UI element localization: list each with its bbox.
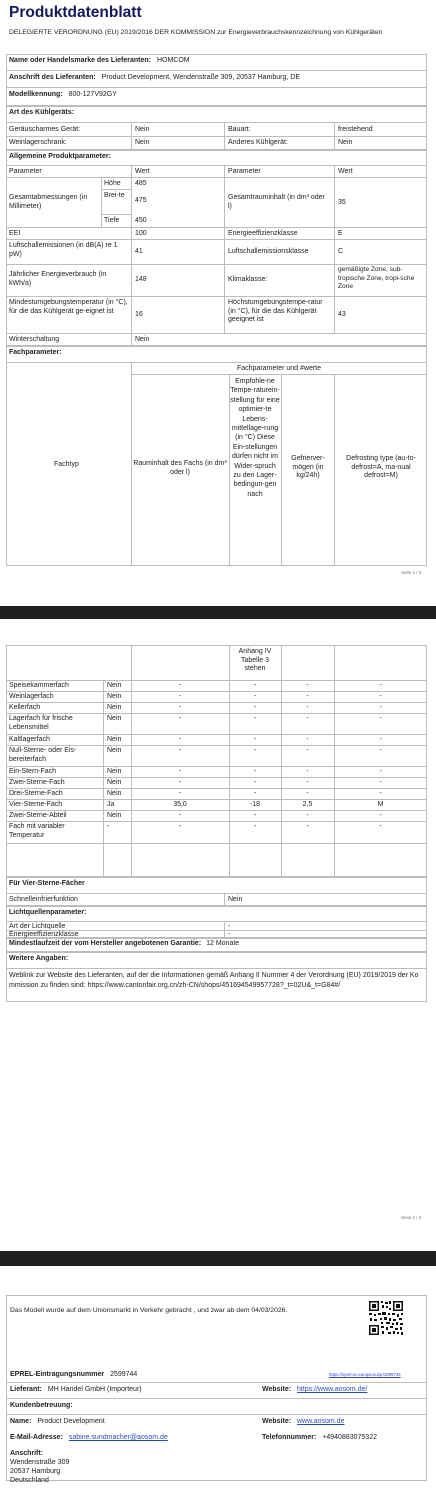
divider [6, 921, 427, 922]
winter-switch-value: Nein [135, 336, 150, 343]
noise-label: Luftschallemissionen (in dB(A) re 1 pW) [9, 242, 118, 258]
annex-note: Anhang IV Tabelle 3 stehen [238, 648, 272, 673]
compartment-present: Nein [107, 715, 122, 722]
compartment-present: Nein [107, 693, 122, 700]
email-label: E-Mail-Adresse: [10, 1434, 63, 1441]
compartment-temp: - [253, 682, 257, 689]
compartment-temp: - [253, 736, 257, 743]
email-row [10, 1434, 168, 1443]
contact-name-value: Product Development [37, 1418, 105, 1425]
warranty-label: Mindestlaufzeit der vom Hersteller angebotenen Garantie: [9, 940, 202, 947]
compartment-temp: - [253, 823, 257, 830]
divider [6, 122, 427, 123]
compartment-defrost: - [379, 747, 382, 754]
eprel-row [10, 1371, 137, 1380]
compartment-temp: - [253, 768, 257, 775]
page-separator [0, 1251, 436, 1266]
compartment-name: Lagerfach für frische Lebensmittel [9, 715, 73, 731]
contact-name-label: Name: [10, 1418, 32, 1425]
compartment-temp: - [253, 704, 257, 711]
divider [6, 333, 427, 334]
compartment-freeze: - [306, 715, 309, 722]
compartment-defrost: - [379, 779, 382, 786]
divider [334, 122, 335, 150]
compartment-temp: - [253, 715, 257, 722]
divider [101, 177, 102, 227]
divider [6, 766, 427, 767]
divider [6, 136, 427, 137]
divider [6, 893, 427, 894]
divider [6, 239, 427, 240]
compartment-temp: - [253, 812, 257, 819]
divider [6, 296, 427, 297]
compartment-freeze: 2,5 [302, 801, 313, 808]
col-freeze: Gefrierver-mögen (in kg/24h) [291, 455, 325, 480]
compartment-temp: - [253, 693, 257, 700]
climate-class-label: Klimaklasse: [228, 276, 268, 283]
divider [131, 122, 132, 150]
compartment-vol: - [178, 747, 182, 754]
compartment-vol: - [178, 812, 182, 819]
divider [131, 374, 427, 375]
phone-row [262, 1434, 377, 1443]
divider [6, 745, 427, 746]
divider [6, 264, 427, 265]
noise-class-label: Luftschallemissionsklasse [228, 248, 309, 255]
compartment-vol: - [178, 790, 182, 797]
type-cell: Bauart: [228, 126, 251, 133]
address-value: Product Development, Wendenstraße 309, 20537 Hamburg, DE [101, 74, 301, 81]
max-temp-label: Höchstumgebungstempe-ratur (in °C), für die das Kühlgerät geeignet ist [228, 299, 323, 324]
compartment-freeze: - [306, 736, 309, 743]
website-link[interactable]: https://www.aosom.de/ [297, 1386, 368, 1393]
compartment-name: Kellerfach [9, 704, 41, 711]
type-cell: Geräuscharmes Gerät: [9, 126, 81, 133]
divider [131, 362, 132, 566]
model-row [9, 91, 117, 100]
divider [6, 227, 427, 228]
depth-label: Tiefe [104, 217, 120, 224]
compartment-name: Null-Sterne- oder Eis-bereiterfach [9, 747, 77, 763]
divider [101, 214, 131, 215]
divider [6, 968, 427, 969]
divider [6, 702, 427, 703]
contact-website-row [262, 1418, 344, 1427]
compartment-freeze: - [306, 790, 309, 797]
total-volume-label: Gesamtrauminhalt (in dm³ oder l) [228, 194, 325, 210]
height-label: Höhe [104, 180, 121, 187]
dimensions-label: Gesamtabmessungen (in Millimeter) [9, 194, 88, 210]
compartment-temp: - [253, 747, 257, 754]
compartment-name: Drei-Sterne-Fach [9, 790, 63, 797]
regulation-subtitle: DELEGIERTE VERORDNUNG (EU) 2019/2016 DER KOMMISSION zur Energieverbrauchskennzeichnung von Kühlgeräten [9, 29, 383, 36]
divider [6, 821, 427, 822]
compartment-freeze: - [306, 747, 309, 754]
type-cell: Nein [135, 126, 150, 133]
compartment-name: Vier-Sterne-Fach [9, 801, 63, 808]
compartment-vol: - [178, 693, 182, 700]
compartment-temp: - [253, 790, 257, 797]
divider [6, 87, 427, 88]
compartment-vol: - [178, 823, 182, 830]
compartment-present: Nein [107, 736, 122, 743]
compartment-defrost: - [379, 682, 382, 689]
energy-class-value: E [338, 230, 343, 237]
compartment-temp: -18 [249, 801, 261, 808]
light-header: Lichtquellenparameter: [9, 909, 87, 916]
warranty-value: 12 Monate [206, 940, 240, 947]
address-label: Anschrift des Lieferanten: [9, 74, 96, 81]
compartment-temp: - [253, 779, 257, 786]
email-link[interactable]: sabine.sundmacher@aosom.de [68, 1434, 168, 1441]
divider [6, 362, 427, 363]
compartment-defrost: - [379, 812, 382, 819]
compartment-defrost: M [377, 801, 384, 808]
divider [224, 122, 225, 150]
lieferant-value: MH Handel GmbH (Importeur) [47, 1386, 142, 1393]
col-value: Wert [338, 168, 353, 175]
address-line: Wendenstraße 309 [10, 1459, 70, 1466]
website-row [262, 1386, 367, 1395]
divider [6, 1398, 427, 1399]
divider [6, 1414, 427, 1415]
phone-value: +4940883075322 [322, 1434, 377, 1441]
compartment-defrost: - [379, 768, 382, 775]
contact-website-link[interactable]: www.aosom.de [297, 1418, 345, 1425]
col-value: Wert [135, 168, 150, 175]
compartment-vol: - [178, 768, 182, 775]
compartment-vol: - [178, 715, 182, 722]
divider [224, 921, 225, 938]
divider [224, 165, 225, 333]
compartment-defrost: - [379, 704, 382, 711]
compartment-name: Zwei-Sterne-Abteil [9, 812, 67, 819]
divider [6, 70, 427, 71]
light-type-value: - [228, 923, 231, 930]
compartment-name: Ein-Stern-Fach [9, 768, 57, 775]
divider [6, 777, 427, 778]
supplier-row [9, 57, 190, 66]
height-value: 485 [135, 180, 147, 187]
type-header: Art des Kühlgeräts: [9, 109, 74, 116]
compartment-vol: - [178, 779, 182, 786]
divider [6, 177, 427, 178]
eei-label: EEI [9, 230, 21, 237]
warranty-row [9, 940, 239, 949]
col-defrost: Defrosting type (au-to-defrost=A, ma-nual defrost=M) [346, 455, 416, 480]
compartment-freeze: - [306, 704, 309, 711]
address-row [9, 74, 300, 83]
divider [224, 893, 225, 906]
lieferant-label: Lieferant: [10, 1386, 42, 1393]
width-value: 475 [135, 197, 147, 204]
type-cell: Weinlagerschrank: [9, 139, 67, 146]
compartment-present: - [107, 823, 110, 830]
divider [6, 680, 427, 681]
compartment-defrost: - [379, 823, 382, 830]
divider [101, 189, 131, 190]
divider [6, 1382, 427, 1383]
eei-value: 100 [135, 230, 147, 237]
further-header: Weitere Angaben: [9, 955, 69, 962]
col-parameter: Parameter [228, 168, 261, 175]
total-volume-value: 35 [338, 199, 346, 206]
contact-website-label: Website: [262, 1418, 292, 1425]
fach-header: Fachparameter: [9, 349, 62, 356]
supplier-value: HOMCOM [156, 57, 190, 64]
model-value: 800-127V92GY [68, 91, 117, 98]
further-text: Weblink zur Website des Lieferanten, auf der die Informationen gemäß Anhang II Nummer 4 der Verordnung (EU) 2019/2019 der Kommission zu finden sind: https://www.cantonfair.org.cn/zh-CN/shops/451694549957728?_t=02U&_t=G84#/ [9, 972, 419, 989]
compartment-defrost: - [379, 715, 382, 722]
compartment-vol: 35,0 [173, 801, 187, 808]
supplier-label: Name oder Handelsmarke des Lieferanten: [9, 57, 151, 64]
compartment-vol: - [178, 682, 182, 689]
type-cell: Anderes Kühlgerät: [228, 139, 288, 146]
divider [6, 691, 427, 692]
climate-class-value: gemäßigte Zone, sub-tropische Zone, tropi-sche Zone [338, 266, 415, 291]
fach-group-header: Fachparameter und #werte [236, 365, 322, 372]
type-cell: Nein [135, 139, 150, 146]
width-label: Brei-te [104, 192, 125, 199]
address-line: 20537 Hamburg [10, 1468, 61, 1475]
compartment-vol: - [178, 736, 182, 743]
divider [103, 680, 104, 877]
max-temp-value: 43 [338, 311, 346, 318]
page-3 [0, 1266, 436, 1500]
compartment-present: Ja [107, 801, 115, 808]
model-label: Modellkennung: [9, 91, 63, 98]
winter-switch-label: Winterschaltung [9, 336, 60, 343]
annual-energy-value: 148 [135, 276, 147, 283]
compartment-name: Kaltlagerfach [9, 736, 50, 743]
col-volume: Rauminhalt des Fachs (in dm³ oder l) [133, 460, 227, 476]
compartment-present: Nein [107, 704, 122, 711]
eprel-link[interactable]: https://eprel.ec.europa.eu/qr/2599744 [329, 1372, 401, 1377]
divider [281, 374, 282, 566]
divider [334, 374, 335, 566]
compartment-name: Zwei-Sterne-Fach [9, 779, 65, 786]
compartment-present: Nein [107, 682, 122, 689]
general-header: Allgemeine Produktparameter: [9, 153, 111, 160]
eprel-label: EPREL-Eintragungsnummer [10, 1371, 105, 1378]
compartment-freeze: - [306, 812, 309, 819]
compartment-defrost: - [379, 693, 382, 700]
four-star-header: Für Vier-Sterne-Fächer [9, 880, 85, 887]
fachtyp-label: Fachtyp [54, 461, 79, 468]
compartment-present: Nein [107, 768, 122, 775]
page-1 [0, 0, 436, 606]
quickfreeze-value: Nein [228, 896, 243, 903]
divider [131, 165, 132, 346]
depth-value: 450 [135, 217, 147, 224]
divider [6, 843, 427, 844]
compartment-freeze: - [306, 693, 309, 700]
divider [6, 810, 427, 811]
eprel-value: 2599744 [110, 1371, 138, 1378]
divider [6, 788, 427, 789]
noise-value: 41 [135, 248, 143, 255]
energy-class-label: Energieeffizienzklasse [228, 230, 298, 237]
phone-label: Telefonnummer: [262, 1434, 317, 1441]
address-header: Anschrift: [10, 1450, 44, 1457]
divider [334, 165, 335, 333]
compartment-freeze: - [306, 682, 309, 689]
compartment-present: Nein [107, 812, 122, 819]
divider [6, 734, 427, 735]
type-cell: freistehend [338, 126, 373, 133]
compartment-defrost: - [379, 736, 382, 743]
noise-class-value: C [338, 248, 344, 255]
website-label: Website: [262, 1386, 292, 1393]
light-type-label: Art der Lichtquelle [9, 923, 66, 930]
min-temp-label: Mindestumgebungstemperatur (in °C), für die das Kühlgerät ge-eignet ist [9, 299, 128, 315]
min-temp-value: 16 [135, 311, 143, 318]
compartment-defrost: - [379, 790, 382, 797]
compartment-present: Nein [107, 790, 122, 797]
market-text: Das Modell wurde auf dem Unionsmarkt in Verkehr gebracht , und zwar ab dem 04/03/2026. [10, 1307, 288, 1314]
compartment-name: Weinlagerfach [9, 693, 54, 700]
light-class-value: - [228, 931, 231, 938]
page-title: Produktdatenblatt [9, 4, 142, 21]
divider [6, 165, 427, 166]
page-separator [0, 606, 436, 619]
page-number: Seite 2 / 3 [401, 1215, 422, 1220]
address-line: Deutschland [10, 1477, 49, 1484]
compartment-present: Nein [107, 779, 122, 786]
quickfreeze-label: Schnelleinfrierfunktion [9, 896, 78, 903]
customer-service-header: Kundenbetreuung: [10, 1402, 73, 1409]
col-parameter: Parameter [9, 168, 42, 175]
page-2 [0, 619, 436, 1251]
page-number: Seite 1 / 3 [401, 570, 422, 575]
compartment-name: Speisekammerfach [9, 682, 69, 689]
contact-name-row [10, 1418, 105, 1427]
compartment-name: Fach mit variabler Temperatur [9, 823, 65, 839]
eprel-qr-code[interactable] [368, 1300, 404, 1336]
compartment-freeze: - [306, 823, 309, 830]
annual-energy-label: Jährlicher Energieverbrauch (in kWh/a) [9, 271, 107, 287]
lieferant-row [10, 1386, 142, 1395]
divider [6, 799, 427, 800]
light-class-label: Energieeffizienzklasse [9, 931, 79, 938]
compartment-freeze: - [306, 768, 309, 775]
col-temp: Empfohle-ne Tempe-raturein-stellung für eine optimier-te Lebens-mittellage-rung (in °C) Diese Ein-stellungen dürfen nicht im Wider-spruch zu den Lager-bedingun-gen nach [230, 378, 280, 498]
compartment-vol: - [178, 704, 182, 711]
compartment-freeze: - [306, 779, 309, 786]
type-cell: Nein [338, 139, 353, 146]
compartment-present: Nein [107, 747, 122, 754]
divider [6, 713, 427, 714]
